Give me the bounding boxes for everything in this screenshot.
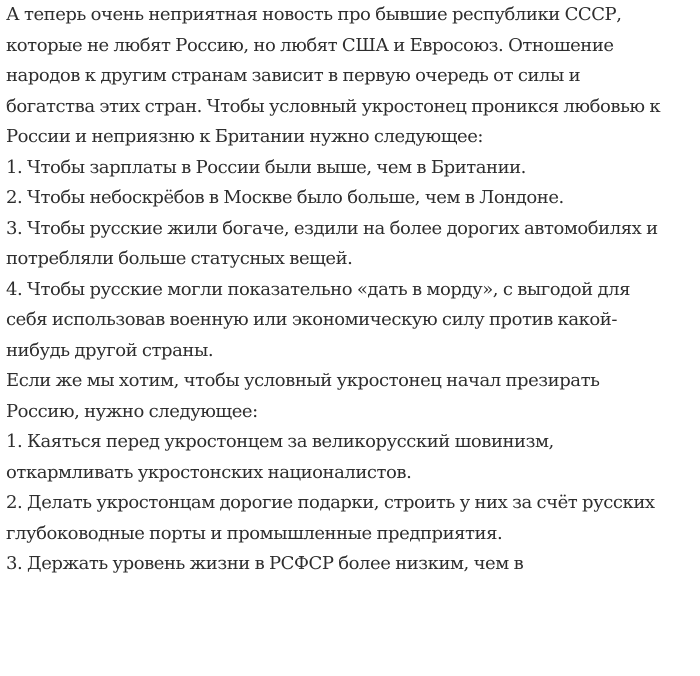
list-item-continuation: откармливать укростонских националистов. bbox=[6, 461, 412, 483]
conditions-list-contempt bbox=[6, 427, 700, 580]
list-item: 3. Держать уровень жизни в РСФСР более низким, чем в bbox=[6, 553, 524, 574]
list-item: 3. Чтобы русские жили богаче, ездили на более дорогих автомобилях и bbox=[6, 217, 658, 239]
list-item-continuation: нибудь другой страны. bbox=[6, 339, 214, 361]
intro-paragraph bbox=[6, 0, 700, 153]
text-line: народов к другим странам зависит в первую очередь от силы и bbox=[6, 65, 581, 86]
list-item: 1. Каяться перед укростонцем за великорусский шовинизм, bbox=[6, 431, 554, 452]
list-item-continuation: себя использовав военную или экономическую силу против какой- bbox=[6, 309, 617, 330]
list-item-continuation: потребляли больше статусных вещей. bbox=[6, 248, 353, 269]
text-line: России и неприязню к Британии нужно следующее: bbox=[6, 126, 484, 147]
list-item: 4. Чтобы русские могли показательно «дать в морду», с выгодой для bbox=[6, 278, 631, 300]
second-paragraph bbox=[6, 366, 700, 427]
list-item: 2. Делать укростонцам дорогие подарки, строить у них за счёт русских bbox=[6, 492, 655, 513]
list-item: 2. Чтобы небоскрёбов в Москве было больше, чем в Лондоне. bbox=[6, 187, 564, 208]
conditions-list-love bbox=[6, 153, 700, 367]
text-line: которые не любят Россию, но любят США и Евросоюз. Отношение bbox=[6, 34, 614, 56]
text-line: богатства этих стран. Чтобы условный укростонец проникся любовью к bbox=[6, 95, 661, 117]
text-line: Если же мы хотим, чтобы условный укростонец начал презирать bbox=[6, 370, 600, 391]
text-line: Россию, нужно следующее: bbox=[6, 400, 258, 422]
list-item-continuation: глубоководные порты и промышленные предприятия. bbox=[6, 522, 503, 544]
text-line: А теперь очень неприятная новость про бывшие республики СССР, bbox=[6, 4, 622, 25]
list-item: 1. Чтобы зарплаты в России были выше, чем в Британии. bbox=[6, 156, 526, 178]
